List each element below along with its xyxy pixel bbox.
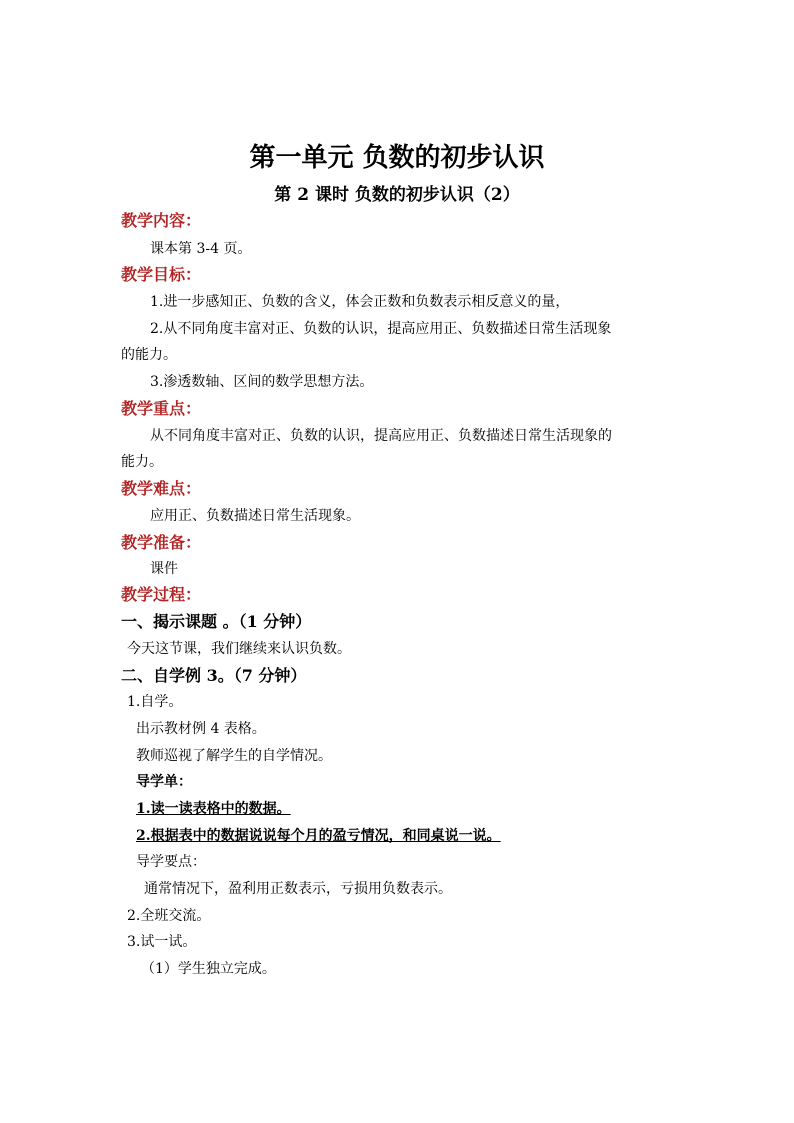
content-text: 课本第 3-4 页。 (150, 241, 252, 257)
process-line-teacher: 教师巡视了解学生的自学情况。 (136, 748, 332, 764)
goal-item-1: 1.进一步感知正、负数的含义，体会正数和负数表示相反意义的量， (150, 294, 570, 310)
section-heading-key-points: 教学重点： (121, 399, 202, 418)
process-step-2: 2.全班交流。 (127, 908, 211, 924)
key-points-line-1: 从不同角度丰富对正、负数的认识，提高应用正、负数描述日常生活现象的 (150, 428, 612, 444)
goal-item-2-line-2: 的能力。 (121, 347, 177, 363)
process-step-1: 1.自学。 (127, 694, 183, 710)
process-step-3-sub-1: （1）学生独立完成。 (141, 961, 276, 977)
guide-sheet-title: 导学单： (136, 774, 192, 790)
page-title: 第一单元 负数的初步认识 (249, 143, 545, 173)
lesson-subtitle: 第 2 课时 负数的初步认识（2） (274, 185, 520, 205)
key-points-line-2: 能力。 (121, 454, 163, 470)
process-part-2-heading: 二、自学例 3。（7 分钟） (121, 666, 307, 685)
process-part-1-heading: 一、揭示课题 。（1 分钟） (121, 612, 312, 631)
guide-item-1: 1.读一读表格中的数据。 (136, 801, 291, 817)
process-line-show-table: 出示教材例 4 表格。 (136, 721, 266, 737)
guide-item-2: 2.根据表中的数据说说每个月的盈亏情况，和同桌说一说。 (136, 828, 501, 844)
guide-key-title: 导学要点： (136, 854, 206, 870)
process-step-3: 3.试一试。 (127, 934, 197, 950)
guide-key-text: 通常情况下，盈利用正数表示，亏损用负数表示。 (144, 881, 452, 897)
section-heading-goals: 教学目标： (121, 265, 202, 284)
difficulties-text: 应用正、负数描述日常生活现象。 (150, 508, 360, 524)
section-heading-difficulties: 教学难点： (121, 479, 202, 498)
section-heading-content: 教学内容： (121, 211, 202, 230)
preparation-text: 课件 (150, 561, 178, 577)
section-heading-process: 教学过程： (121, 585, 202, 604)
goal-item-2-line-1: 2.从不同角度丰富对正、负数的认识，提高应用正、负数描述日常生活现象 (150, 321, 612, 337)
process-part-1-text: 今天这节课，我们继续来认识负数。 (127, 641, 351, 657)
goal-item-3: 3.渗透数轴、区间的数学思想方法。 (150, 374, 374, 390)
section-heading-preparation: 教学准备： (121, 533, 202, 552)
